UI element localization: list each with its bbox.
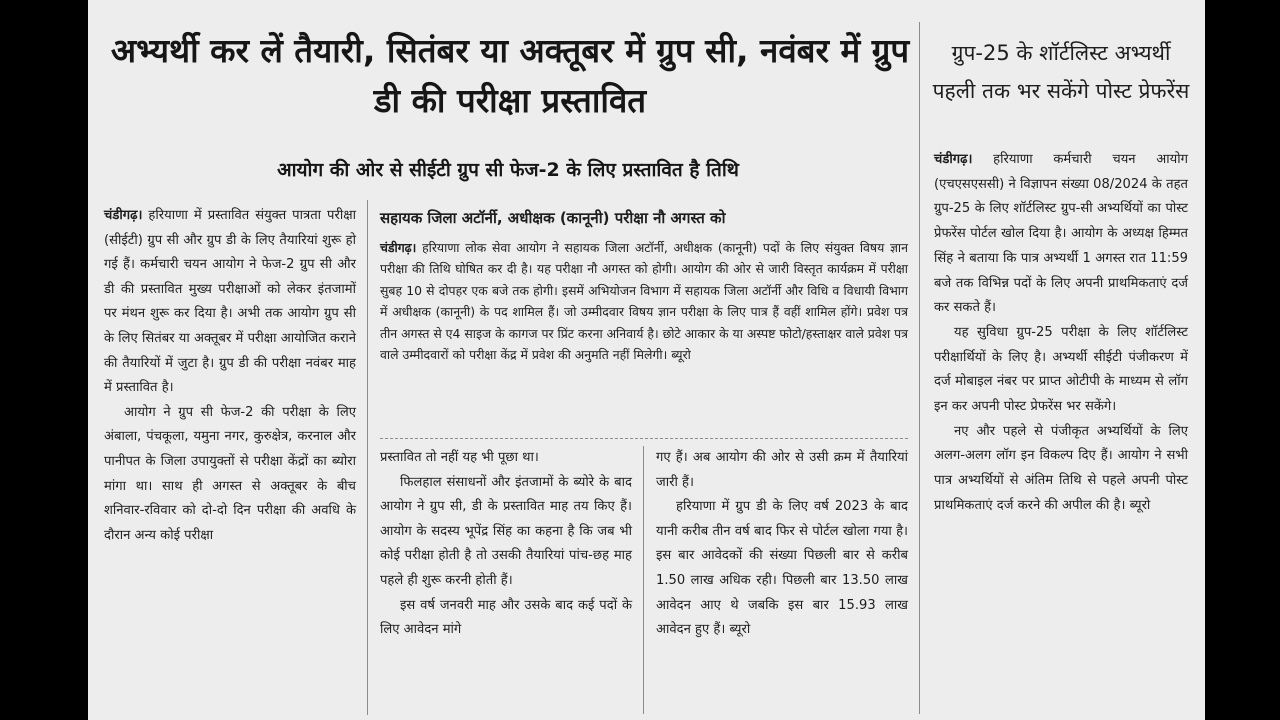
newspaper-clipping xyxy=(88,0,1205,720)
section-divider xyxy=(380,438,908,439)
main-story-column-1 xyxy=(104,204,356,548)
right-story-body: चंडीगढ़। हरियाणा कर्मचारी चयन आयोग (एचएसएससी) ने विज्ञापन संख्या 08/2024 के तहत ग्रुप-25 के लिए शॉर्टलिस्ट ग्रुप-सी अभ्यर्थियों का पोस्ट प्रेफरेंस पोर्टल खोल दिया है। आयोग के अध्यक्ष हिम्मत सिंह ने बताया कि पात्र अभ्यर्थी 1 अगस्त रात 11:59 बजे तक विभिन्न पदों के लिए अपनी प्राथमिकताएं दर्ज कर सकते हैं। यह सुविधा ग्रुप-25 परीक्षा के लिए शॉर्टलिस्ट परीक्षार्थियों के लिए है। अभ्यर्थी सीईटी पंजीकरण में दर्ज मोबाइल नंबर पर प्राप्त ओटीपी के माध्यम से लॉग इन कर अपनी पोस्ट प्रेफरेंस भर सकेंगे। नए और पहले से पंजीकृत अभ्यर्थियों के लिए अलग-अलग लॉग इन विकल्प दिए हैं। आयोग ने सभी पात्र अभ्यर्थियों से अंतिम तिथि से पहले अपनी पोस्ट प्राथमिकताएं दर्ज करने की अपील की है। ब्यूरो xyxy=(934,152,1188,513)
column-divider xyxy=(643,446,644,714)
side-story-headline: सहायक जिला अटॉर्नी, अधीक्षक (कानूनी) परीक्षा नौ अगस्त को xyxy=(380,209,726,227)
column-divider xyxy=(919,22,920,714)
main-headline: अभ्यर्थी कर लें तैयारी, सितंबर या अक्तूबर में ग्रुप सी, नवंबर में ग्रुप डी की परीक्षा प्रस्तावित xyxy=(110,31,910,120)
side-story-dateline: चंडीगढ़। xyxy=(380,240,417,255)
main-story-column-2: प्रस्तावित तो नहीं यह भी पूछा था। फिलहाल संसाधनों और इंतजामों के ब्योरे के बाद आयोग ने ग्रुप सी, डी के प्रस्तावित माह तय किए हैं। आयोग के सदस्य भूपेंद्र सिंह का कहना है कि जब भी कोई परीक्षा होती है तो उसकी तैयारियां पांच-छह माह पहले ही शुरू करनी होती हैं। इस वर्ष जनवरी माह और उसके बाद कई पदों के लिए आवेदन मांगे xyxy=(380,450,632,638)
side-story-credit: ब्यूरो xyxy=(671,347,691,363)
side-story-body: चंडीगढ़। हरियाणा लोक सेवा आयोग ने सहायक जिला अटॉर्नी, अधीक्षक (कानूनी) पदों के लिए संयुक्त विषय ज्ञान परीक्षा की तिथि घोषित कर दी है। यह परीक्षा नौ अगस्त को होगी। आयोग की ओर से जारी विस्तृत कार्यक्रम में परीक्षा सुबह 10 से दोपहर एक बजे तक होगी। इसमें अभियोजन विभाग में सहायक जिला अटॉर्नी और विधि व विधायी विभाग में अधीक्षक (कानूनी) के पद शामिल हैं। जो उम्मीदवार विषय ज्ञान परीक्षा के लिए पात्र हैं वहीं शामिल होंगे। प्रवेश पत्र तीन अगस्त से ए4 साइज के कागज पर प्रिंट करना अनिवार्य है। छोटे आकार के या अस्पष्ट फोटो/हस्ताक्षर वाले प्रवेश पत्र वाले उम्मीदवारों को परीक्षा केंद्र में प्रवेश की अनुमति नहीं मिलेगी। ब्यूरो xyxy=(380,240,908,363)
column-divider xyxy=(367,200,368,715)
main-story-paragraph-1: हरियाणा में प्रस्तावित संयुक्त पात्रता परीक्षा (सीईटी) ग्रुप सी और ग्रुप डी के लिए तैयारियां शुरू हो गई हैं। कर्मचारी चयन आयोग ने फेज-2 ग्रुप सी और डी की प्रस्तावित मुख्य परीक्षाओं को लेकर इंतजामों पर मंथन शुरू कर दिया है। अभी तक आयोग ग्रुप सी के लिए सितंबर या अक्तूबर में परीक्षा आयोजित कराने की तैयारियों में जुटा है। ग्रुप डी की परीक्षा नवंबर माह में प्रस्तावित है। xyxy=(104,208,356,396)
right-story-dateline: चंडीगढ़। xyxy=(934,152,973,167)
main-story-paragraph-2: आयोग ने ग्रुप सी फेज-2 की परीक्षा के लिए अंबाला, पंचकूला, यमुना नगर, कुरुक्षेत्र, करनाल और पानीपत के जिला उपायुक्तों से परीक्षा केंद्रों का ब्योरा मांगा था। साथ ही अगस्त से अक्तूबर के बीच शनिवार-रविवार को दो-दो दिन परीक्षा की अवधि के दौरान अन्य कोई परीक्षा xyxy=(104,404,356,543)
right-story-credit: ब्यूरो xyxy=(1129,497,1151,513)
right-story-headline: ग्रुप-25 के शॉर्टलिस्ट अभ्यर्थी पहली तक भर सकेंगे पोस्ट प्रेफरेंस xyxy=(932,41,1190,103)
main-subheadline: आयोग की ओर से सीईटी ग्रुप सी फेज-2 के लिए प्रस्तावित है तिथि xyxy=(277,159,739,181)
main-story-column-3: गए हैं। अब आयोग की ओर से उसी क्रम में तैयारियां जारी हैं। हरियाणा में ग्रुप डी के लिए वर्ष 2023 के बाद यानी करीब तीन वर्ष बाद फिर से पोर्टल खोला गया है। इस बार आवेदकों की संख्या पिछली बार से करीब 1.50 लाख अधिक रही। पिछली बार 13.50 लाख आवेदन आए थे जबकि इस बार 15.93 लाख आवेदन हुए हैं। ब्यूरो xyxy=(656,450,908,638)
dateline: चंडीगढ़। xyxy=(104,208,143,223)
main-story-credit: ब्यूरो xyxy=(729,622,751,638)
